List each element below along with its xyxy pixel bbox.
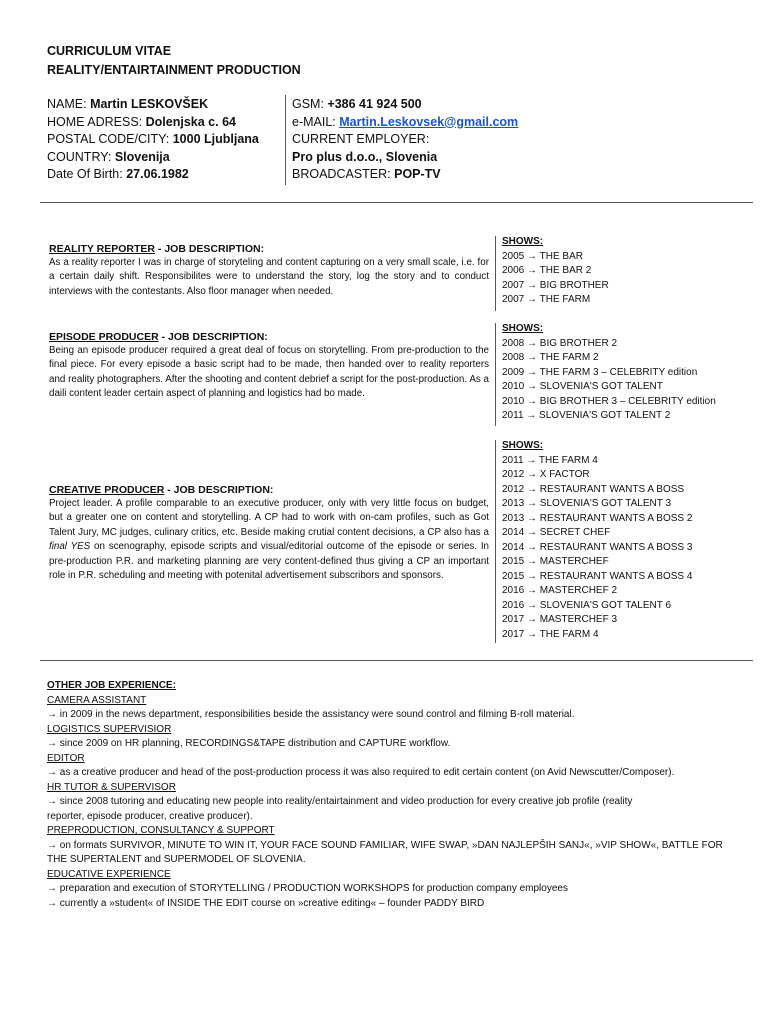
experience-heading: EDITOR [47, 752, 85, 764]
show-item: 2011 → THE FARM 4 [502, 454, 598, 466]
gsm-row: GSM: +386 41 924 500 [292, 97, 422, 111]
show-item: 2017 → MASTERCHEF 3 [502, 614, 618, 625]
show-item: 2010 → BIG BROTHER 3 – CELEBRITY edition [502, 395, 716, 407]
experience-line: reporter, episode producer, creative producer). [47, 810, 253, 822]
column-divider-2 [495, 323, 496, 426]
show-item: 2011 → SLOVENIA'S GOT TALENT 2 [502, 410, 671, 421]
show-item: 2009 → THE FARM 3 – CELEBRITY edition [502, 366, 698, 378]
show-item: 2014 → RESTAURANT WANTS A BOSS 3 [502, 541, 693, 553]
shows-heading: SHOWS: [502, 323, 544, 334]
experience-heading: HR TUTOR & SUPERVISOR [47, 781, 176, 793]
show-item: 2010 → SLOVENIA'S GOT TALENT [502, 381, 663, 392]
job-description: Being an episode producer required a great deal of focus on storytelling. From pre-production to the final piece. For every episode a basic script had to be made, then handed over to reality reporters and reality photographers. After the shooting and content debrief a script for the post-production. As a daili content leader certain aspect of planning and logistics had bo made. [49, 345, 489, 400]
show-item: 2008 → BIG BROTHER 2 [502, 337, 618, 349]
show-item: 2008 → THE FARM 2 [502, 352, 599, 363]
broadcaster-row: BROADCASTER: POP-TV [292, 167, 441, 181]
personal-divider [285, 95, 286, 185]
cv-title: CURRICULUM VITAE [47, 44, 172, 58]
shows-list-2 [502, 322, 716, 424]
job-title: EPISODE PRODUCER - JOB DESCRIPTION: [49, 331, 268, 343]
dob-row: Date Of Birth: 27.06.1982 [47, 167, 189, 181]
experience-line: → currently a »student« of INSIDE THE EDIT course on »creative editing« – founder PADDY BIRD [47, 897, 485, 909]
other-experience [47, 679, 762, 911]
personal-info-left [47, 96, 259, 184]
job-title: REALITY REPORTER - JOB DESCRIPTION: [49, 243, 265, 255]
show-item: 2007 → THE FARM [502, 294, 591, 305]
shows-list-1 [502, 235, 609, 308]
experience-heading: LOGISTICS SUPERVISIOR [47, 723, 172, 735]
country-row: COUNTRY: Slovenija [47, 149, 170, 164]
email-row: e-MAIL: Martin.Leskovsek@gmail.com [292, 114, 519, 129]
job-episode-producer [49, 331, 489, 402]
experience-line: → since 2008 tutoring and educating new people into reality/entairtainment and video production for every creative job profile (reality [47, 796, 633, 807]
show-item: 2006 → THE BAR 2 [502, 265, 592, 276]
experience-heading: EDUCATIVE EXPERIENCE [47, 868, 171, 880]
other-experience-title: OTHER JOB EXPERIENCE: [47, 680, 176, 691]
cv-subtitle: REALITY/ENTAIRTAINMENT PRODUCTION [47, 63, 301, 77]
employer-label: CURRENT EMPLOYER: [292, 132, 430, 146]
postal-row: POSTAL CODE/CITY: 1000 Ljubljana [47, 132, 259, 146]
show-item: 2015 → RESTAURANT WANTS A BOSS 4 [502, 570, 693, 582]
experience-line: THE SUPERTALENT and SUPERMODEL OF SLOVENIA. [47, 854, 306, 865]
experience-line: → on formats SURVIVOR, MINUTE TO WIN IT, YOUR FACE SOUND FAMILIAR, WIFE SWAP, »DAN NAJLEPŠIH SANJ«, »VIP SHOW«, BATTLE FOR [47, 839, 723, 851]
experience-heading: CAMERA ASSISTANT [47, 694, 147, 706]
experience-line: → since 2009 on HR planning, RECORDINGS&TAPE distribution and CAPTURE workflow. [47, 738, 451, 749]
show-item: 2017 → THE FARM 4 [502, 628, 599, 640]
job-title: CREATIVE PRODUCER - JOB DESCRIPTION: [49, 484, 274, 496]
shows-heading: SHOWS: [502, 236, 544, 247]
email-link[interactable]: Martin.Leskovsek@gmail.com [339, 114, 519, 129]
show-item: 2012 → X FACTOR [502, 469, 590, 480]
show-item: 2013 → SLOVENIA'S GOT TALENT 3 [502, 498, 672, 509]
show-item: 2005 → THE BAR [502, 250, 583, 262]
experience-line: → as a creative producer and head of the post-production process it was also required to edit certain content (on Avid Newscutter/Composer). [47, 767, 675, 778]
show-item: 2015 → MASTERCHEF [502, 556, 609, 567]
section-divider-bottom [40, 660, 753, 661]
job-reality-reporter [49, 243, 489, 299]
shows-heading: SHOWS: [502, 440, 544, 451]
employer-value: Pro plus d.o.o., Slovenia [292, 149, 438, 164]
show-item: 2016 → MASTERCHEF 2 [502, 585, 618, 596]
shows-list-3 [502, 439, 692, 642]
column-divider-3 [495, 440, 496, 643]
experience-heading: PREPRODUCTION, CONSULTANCY & SUPPORT [47, 825, 275, 836]
job-description: As a reality reporter I was in charge of storyteling and content capturing on a very small scale, i.e. for a certain daily shift. Responsibilites were to understand the story, log the story and to conduct interviews with the contestants. Also floor manager when needed. [49, 257, 489, 297]
experience-line: → in 2009 in the news department, responsibilities beside the assistancy were sound control and filming B-roll material. [47, 709, 575, 720]
personal-info-right [292, 96, 518, 184]
show-item: 2014 → SECRET CHEF [502, 527, 611, 538]
show-item: 2013 → RESTAURANT WANTS A BOSS 2 [502, 512, 693, 524]
show-item: 2007 → BIG BROTHER [502, 279, 609, 291]
show-item: 2012 → RESTAURANT WANTS A BOSS [502, 483, 685, 495]
address-row: HOME ADRESS: Dolenjska c. 64 [47, 114, 236, 129]
experience-line: → preparation and execution of STORYTELLING / PRODUCTION WORKSHOPS for production company employees [47, 883, 568, 894]
column-divider-1 [495, 236, 496, 311]
job-description: Project leader. A profile comparable to an executive producer, only with very little focus on budget, but a greater one on content and storytelling. A CP had to work with on-cam profiles, such as Got Talent Jury, MC judges, culinary critics, etc. Beside making crutial content decisions, a CP also has a final YES on scenography, episode scripts and visual/editorial outcome of the episode or series. In pre-production P.R. and marketing planning are very content-defined thus giving a CP an important role in P.R. scheduling and meeting with potenital advertisement subscribors and sponsors. [49, 498, 489, 582]
name-row: NAME: Martin LESKOVŠEK [47, 97, 209, 111]
section-divider-top [40, 202, 753, 203]
job-creative-producer [49, 484, 489, 583]
show-item: 2016 → SLOVENIA'S GOT TALENT 6 [502, 599, 672, 611]
